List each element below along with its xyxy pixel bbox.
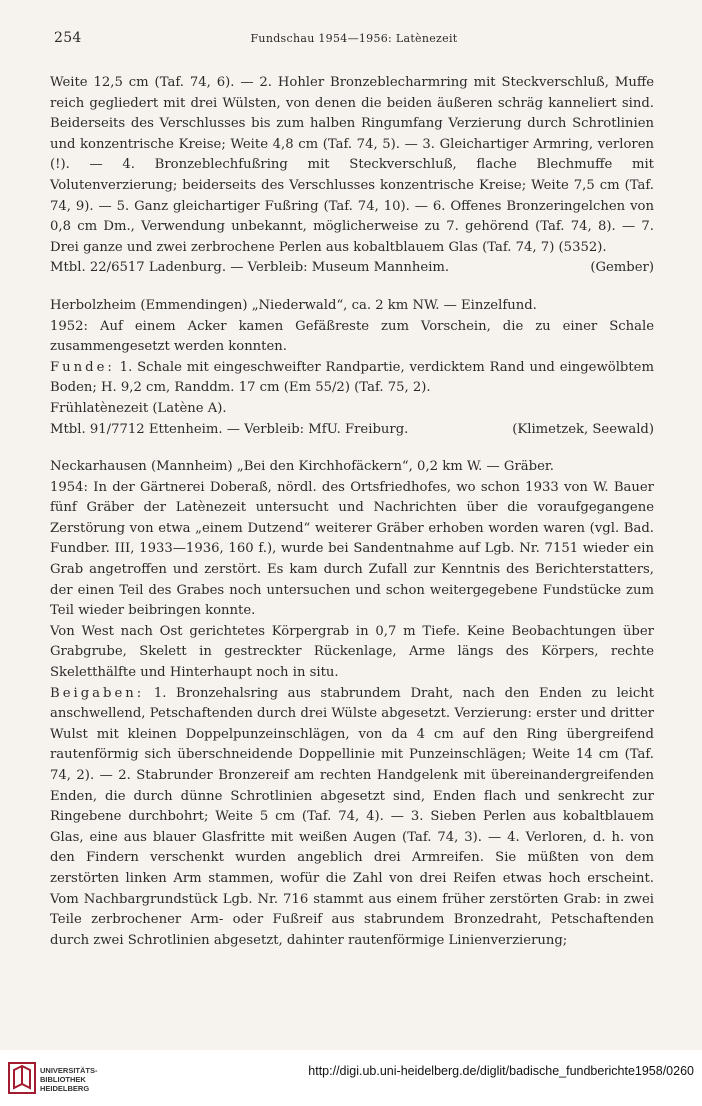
site-location: (Emmendingen) „Niederwald“, ca. 2 km NW. — Einzelfund.	[136, 297, 537, 313]
finds-text: 1. Schale mit eingeschweifter Randpartie, verdicktem Rand und eingewölbtem Boden; H. 9,2 cm, Randdm. 17 cm (Em 55/2) (Taf. 75, 2).	[50, 359, 654, 396]
site-name: Neckarhausen	[50, 459, 147, 475]
library-name-line: BIBLIOTHEK	[40, 1075, 86, 1084]
library-name	[40, 1066, 98, 1093]
page-number: 254	[54, 30, 82, 46]
map-sheet-reference: Mtbl. 22/6517 Ladenburg. — Verbleib: Museum Mannheim.	[50, 260, 450, 276]
university-library-logo-icon	[8, 1062, 36, 1094]
period-line: Frühlatènezeit (Latène A).	[50, 400, 227, 416]
entry-reference-line	[50, 420, 654, 441]
entry-heading-neckarhausen	[50, 457, 654, 478]
library-name-line: HEIDELBERG	[40, 1084, 90, 1093]
entry-paragraph: 1952: Auf einem Acker kamen Gefäßreste zum Vorschein, die zu einer Schale zusammengesetzt werden konnten.	[50, 318, 654, 355]
viewer-footer	[0, 1050, 702, 1106]
finds-paragraph	[50, 358, 654, 399]
grave-goods-text: 1. Bronzehalsring aus stabrundem Draht, nach den Enden zu leicht anschwellend, Petschaftenden durch drei Wülste abgesetzt. Verzierung: erster und dritter Wulst mit kleinen Doppelpunzeinschlägen, von da 4 cm auf den Ring übergreifend rautenförmig sich überschneidende Doppellinie mit Punzeinschlägen; Weite 14 cm (Taf. 74, 2). — 2. Stabrunder Bronzereif am rechten Handgelenk mit übereinandergreifenden Enden, die durch dünne Schrotlinien abgesetzt sind, Enden flach und senkrecht zur Ringebene durchbohrt; Weite 5 cm (Taf. 74, 4). — 3. Sieben Perlen aus kobaltblauem Glas, eine aus blauer Glasfritte mit weißen Augen (Taf. 74, 3). — 4. Verloren, d. h. von den Findern verschenkt wurden angeblich drei Armreifen. Sie müßten von dem zerstörten linken Arm stammen, wofür die Zahl von drei Reifen etwas hoch erscheint. Vom Nachbargrundstück Lgb. Nr. 716 stammt aus einem früher zerstörten Grab: in zwei Teile zerbrochener Arm- oder Fußreif aus stabrundem Bronzedraht, Petschaftenden durch zwei Schrotlinien abgesetzt, dahinter rautenförmige Linienverzierung;	[50, 685, 654, 948]
entry-reference-line	[50, 258, 654, 279]
grave-goods-label: Beigaben:	[50, 685, 145, 701]
author-credit: (Gember)	[590, 260, 654, 276]
entry-heading-herbolzheim	[50, 296, 654, 317]
permalink-url[interactable]: http://digi.ub.uni-heidelberg.de/diglit/badische_fundberichte1958/0260	[308, 1064, 694, 1078]
site-location: (Mannheim) „Bei den Kirchhofäckern“, 0,2 km W. — Gräber.	[146, 459, 554, 475]
entry-paragraph: Von West nach Ost gerichtetes Körpergrab in 0,7 m Tiefe. Keine Beobachtungen über Grabgrube, Skelett in gestreckter Rückenlage, Arme längs des Körpers, rechte Skeletthälfte und Hinterhaupt noch in situ.	[50, 623, 654, 681]
library-name-line: UNIVERSITÄTS-	[40, 1066, 98, 1075]
author-credit: (Klimetzek, Seewald)	[512, 421, 654, 437]
page-body	[50, 73, 654, 951]
map-sheet-reference: Mtbl. 91/7712 Ettenheim. — Verbleib: MfU. Freiburg.	[50, 421, 409, 437]
page-header	[54, 30, 654, 50]
finds-label: Funde:	[50, 359, 115, 375]
site-name: Herbolzheim	[50, 297, 137, 313]
entry-continuation-paragraph: Weite 12,5 cm (Taf. 74, 6). — 2. Hohler Bronzeblecharmring mit Steckverschluß, Muffe reich gegliedert mit drei Wülsten, von denen die beiden äußeren schräg kanneliert sind. Beiderseits des Verschlusses bis zum halben Ringumfang Verzierung durch Schrotlinien und konzentrische Kreise; Weite 4,8 cm (Taf. 74, 5). — 3. Gleichartiger Armring, verloren (!). — 4. Bronzeblechfußring mit Steckverschluß, flache Blechmuffe mit Volutenverzierung; beiderseits des Verschlusses konzentrische Kreise; Weite 7,5 cm (Taf. 74, 9). — 5. Ganz gleichartiger Fußring (Taf. 74, 10). — 6. Offenes Bronzeringelchen von 0,8 cm Dm., Verwendung unbekannt, möglicherweise zu 7. gehörend (Taf. 74, 8). — 7. Drei ganze und zwei zerbrochene Perlen aus kobaltblauem Glas (Taf. 74, 7) (5352).	[50, 75, 654, 255]
grave-goods-paragraph	[50, 684, 654, 952]
entry-paragraph: 1954: In der Gärtnerei Doberaß, nördl. des Ortsfriedhofes, wo schon 1933 von W. Bauer fünf Gräber der Latènezeit untersucht und Nachrichten über die voraufgegangene Zerstörung von etwa „einem Dutzend“ weiterer Gräber erhoben worden waren (vgl. Bad. Fundber. III, 1933—1936, 160 f.), wurde bei Sandentnahme auf Lgb. Nr. 7151 wieder ein Grab angetroffen und zerstört. Es kam durch Zufall zur Kenntnis des Berichterstatters, der einen Teil des Grabes noch untersuchen und schon weitergegebene Fundstücke zum Teil wieder beibringen konnte.	[50, 479, 654, 619]
running-title: Fundschau 1954—1956: Latènezeit	[250, 32, 458, 45]
